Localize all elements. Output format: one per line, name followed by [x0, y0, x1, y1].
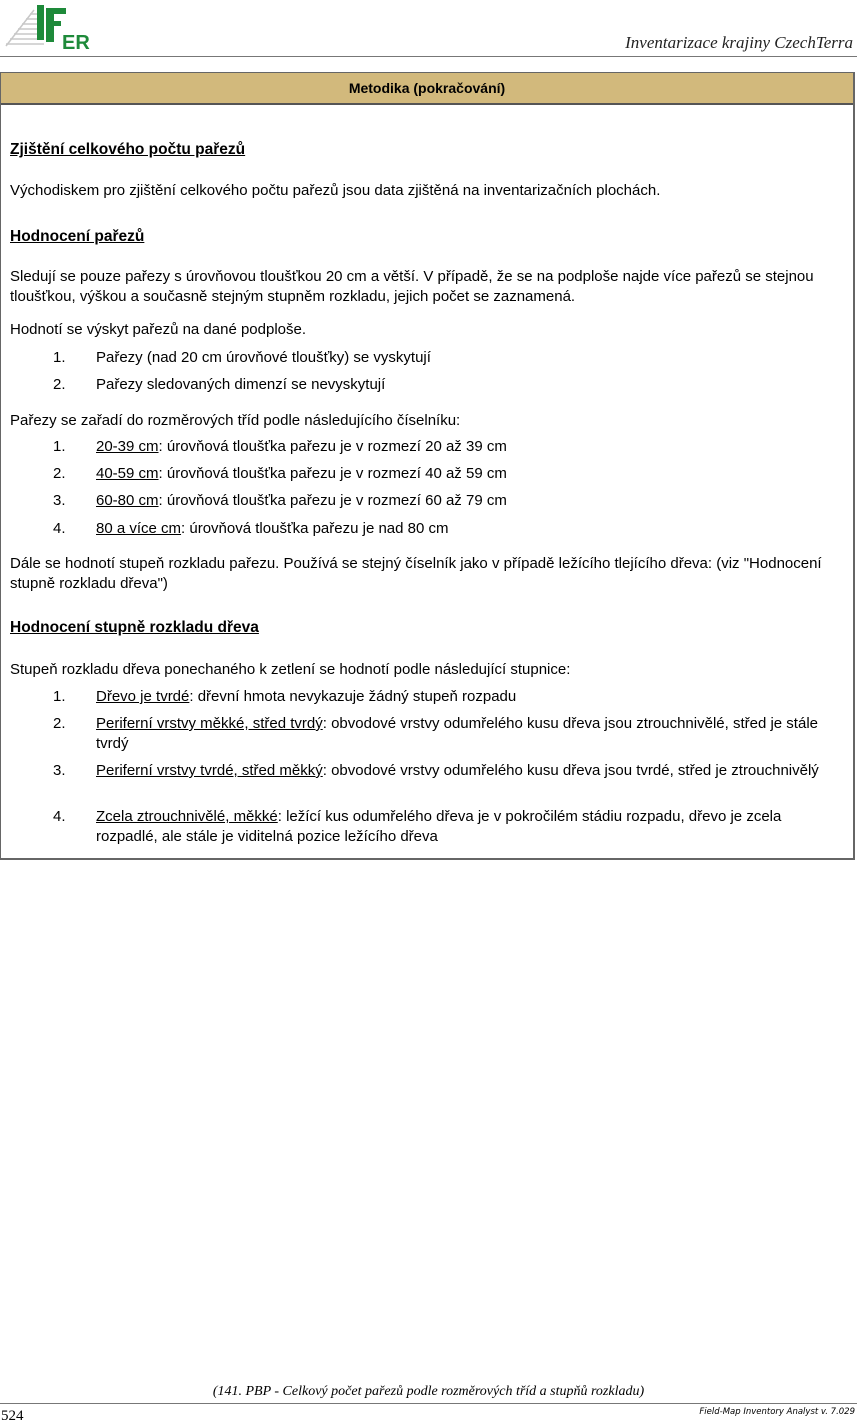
list-text	[96, 491, 827, 511]
box-heading: Metodika (pokračování)	[1, 73, 853, 105]
list-description: : úrovňová tloušťka pařezu je v rozmezí 20 až 39 cm	[158, 438, 507, 455]
list-description: : úrovňová tloušťka pařezu je v rozmezí 40 až 59 cm	[158, 465, 507, 482]
paragraph-total-stumps: Východiskem pro zjištění celkového počtu pařezů jsou data zjištěná na inventarizačních plochách.	[10, 182, 661, 199]
list-text: Pařezy (nad 20 cm úrovňové tloušťky) se vyskytují	[96, 349, 431, 366]
list-term: Periferní vrstvy tvrdé, střed měkký	[96, 762, 323, 779]
list-term: Dřevo je tvrdé	[96, 688, 190, 705]
document-header-title: Inventarizace krajiny CzechTerra	[625, 33, 853, 52]
list-number: 3.	[53, 762, 66, 779]
list-text	[96, 519, 827, 539]
list-number: 1.	[53, 688, 66, 705]
figure-caption: (141. PBP - Celkový počet pařezů podle rozměrových tříd a stupňů rozkladu)	[212, 1384, 645, 1399]
list-number: 2.	[53, 376, 66, 393]
list-text	[96, 464, 827, 484]
paragraph-stump-criteria: Sledují se pouze pařezy s úrovňovou tloušťkou 20 cm a větší. V případě, že se na podploše najde více pařezů se stejnou tloušťkou, výškou a současně stejným stupněm rozkladu, jejich počet se zaznamená.	[10, 268, 814, 305]
list-number: 4.	[53, 808, 66, 825]
list-number: 1.	[53, 438, 66, 455]
section-heading-stump-evaluation: Hodnocení pařezů	[10, 228, 145, 245]
list-text	[96, 761, 827, 781]
section-heading-total-stumps: Zjištění celkového počtu pařezů	[10, 141, 246, 158]
ifer-logo	[4, 2, 96, 52]
section-heading-decay: Hodnocení stupně rozkladu dřeva	[10, 619, 259, 636]
list-term: 20-39 cm	[96, 438, 159, 455]
svg-text:ER: ER	[62, 32, 90, 52]
list-number: 3.	[53, 492, 66, 509]
page-number: 524	[1, 1408, 24, 1424]
list-description: : ležící kus odumřelého dřeva je v pokročilém stádiu rozpadu, dřevo je zcela rozpadlé, ale stále je viditelná pozice ležícího dřeva	[96, 808, 782, 845]
list-term: 80 a více cm	[96, 520, 182, 537]
list-number: 4.	[53, 520, 66, 537]
list-term: Zcela ztrouchnivělé, měkké	[96, 808, 278, 825]
list-description: : úrovňová tloušťka pařezu je v rozmezí 60 až 79 cm	[158, 492, 507, 509]
list-term: Periferní vrstvy měkké, střed tvrdý	[96, 715, 323, 732]
list-description: : obvodové vrstvy odumřelého kusu dřeva jsou ztrouchnivělé, střed je stále tvrdý	[96, 715, 818, 752]
paragraph-decay-scale: Stupeň rozkladu dřeva ponechaného k zetlení se hodnotí podle následující stupnice:	[10, 661, 571, 678]
header-divider	[0, 56, 857, 57]
list-text: Pařezy sledovaných dimenzí se nevyskytují	[96, 376, 386, 393]
list-number: 2.	[53, 715, 66, 732]
list-term: 40-59 cm	[96, 465, 159, 482]
list-number: 2.	[53, 465, 66, 482]
list-text	[96, 714, 827, 754]
list-text	[96, 807, 827, 847]
list-term: 60-80 cm	[96, 492, 159, 509]
list-number: 1.	[53, 349, 66, 366]
paragraph-stump-occurrence: Hodnotí se výskyt pařezů na dané podploše.	[10, 321, 307, 338]
footer-divider	[0, 1403, 857, 1404]
list-description: : dřevní hmota nevykazuje žádný stupeň rozpadu	[189, 688, 517, 705]
list-description: : úrovňová tloušťka pařezu je nad 80 cm	[181, 520, 449, 537]
list-description: : obvodové vrstvy odumřelého kusu dřeva jsou tvrdé, střed je ztrouchnivělý	[322, 762, 819, 779]
paragraph-size-classes: Pařezy se zařadí do rozměrových tříd podle následujícího číselníku:	[10, 412, 461, 429]
paragraph-decay-reference: Dále se hodnotí stupeň rozkladu pařezu. Používá se stejný číselník jako v případě ležícího tlejícího dřeva: (viz "Hodnocení stupně rozkladu dřeva")	[10, 555, 822, 592]
list-text	[96, 687, 827, 707]
list-text	[96, 437, 827, 457]
app-version: Field-Map Inventory Analyst v. 7.029	[699, 1407, 855, 1417]
